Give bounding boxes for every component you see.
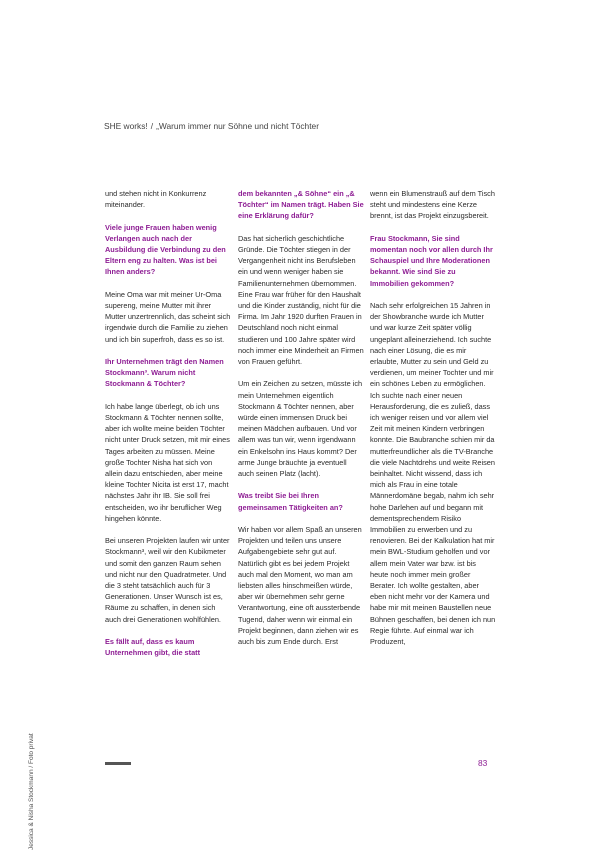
interview-question: dem bekannten „& Söhne“ ein „& Töchter“ im Namen trägt. Haben Sie eine Erklärung dafür? (238, 189, 364, 221)
paragraph: Das hat sicherlich geschichtliche Gründe. Die Töchter stiegen in der Vergangenheit nicht ins Berufsleben ein und wenn weniger haben sie Familienunternehmen übernommen. Eine Frau war früher für den Haushalt und die Kinder zuständig, nicht für die Firma. Im Jahr 1920 durften Frauen in Deutschland noch nicht einmal studieren und 100 Jahre später wird noch immer eine Minderheit an Firmen von Frauen geführt. (238, 233, 364, 367)
interview-question: Frau Stockmann, Sie sind momentan noch vor allen durch Ihr Schauspiel und Ihre Moderationen bekannt. Wie sind Sie zu Immobilien gekommen? (370, 233, 493, 288)
interview-question: Ihr Unternehmen trägt den Namen Stockmann³. Warum nicht Stockmann & Töchter? (105, 357, 224, 389)
paragraph: Meine Oma war mit meiner Ur-Oma supereng, meine Mutter mit ihrer Mutter unzertrennlich, das scheint sich irgendwie durch die Familie zu ziehen und ich bin superfroh, dass es so ist. (105, 289, 231, 344)
header-separator: / (150, 121, 154, 131)
article-column-2 (238, 188, 364, 647)
footer-bar (105, 762, 131, 765)
article-column-1 (105, 188, 231, 658)
paragraph: und stehen nicht in Konkurrenz miteinander. (105, 189, 207, 210)
photo-credit: Jessica & Nisha Stockmann / Foto privat (28, 733, 35, 850)
paragraph: wenn ein Blumenstrauß auf dem Tisch steht und mindestens eine Kerze brennt, ist das Projekt einzugsbereit. (370, 189, 495, 221)
interview-question: Es fällt auf, dass es kaum Unternehmen gibt, die statt (105, 637, 201, 658)
interview-question: Was treibt Sie bei Ihren gemeinsamen Tätigkeiten an? (238, 491, 343, 512)
paragraph: Nach sehr erfolgreichen 15 Jahren in der Showbranche wurde ich Mutter und war kurze Zeit später völlig ungeplant alleinerziehend. Ich suchte nach einer Lösung, die es mir erlaubte, Mutter zu sein und Geld zu verdienen, um meiner Tochter und mir ein schönes Leben zu ermöglichen. Ich suchte nach einer neuen Herausforderung, die es zuließ, dass ich weniger reisen und vor allem viel Zeit mit meinen Kindern verbringen konnte. Die Baubranche schien mir da mutterfreundlicher als die TV-Branche die viele Nachtdrehs und weite Reisen beinhaltet. Nicht wissend, dass ich mich als Frau in eine totale Männerdomäne begab, nahm ich sehr hohe Darlehen auf und begann mit dementsprechendem Risiko Immobilien zu erwerben und zu renovieren. Bei der Kalkulation hat mir mein BWL-Studium geholfen und vor allem mein Vater war bzw. ist bis heute noch immer mein großer Berater. Ich wollte gestalten, aber eben nicht mehr vor der Kamera und habe mir mit meinen Baustellen neue Bühnen geschaffen, bei denen ich nun Regie führte. Auf einmal war ich Produzent, (370, 301, 496, 647)
running-header (104, 121, 319, 131)
article-column-3 (370, 188, 496, 647)
interview-question: Viele junge Frauen haben wenig Verlangen auch nach der Ausbildung die Verbindung zu den Eltern eng zu halten. Was ist bei Ihnen anders? (105, 222, 226, 277)
header-section: SHE works! (104, 121, 148, 131)
paragraph: Wir haben vor allem Spaß an unseren Projekten und teilen uns unsere Aufgabengebiete sehr gut auf. Natürlich gibt es bei jedem Projekt auch mal den Moment, wo man am liebsten alles hinschmeißen würde, aber wir übernehmen sehr gerne Verantwortung, eine oft aussterbende Tugend, daher wenn wir einmal ein Projekt beginnen, dann ziehen wir es auch bis zum Ende durch. Erst (238, 525, 362, 647)
paragraph: Bei unseren Projekten laufen wir unter Stockmann³, weil wir den Kubikmeter und somit den ganzen Raum sehen und nicht nur den Quadratmeter. Und die 3 steht tatsächlich auch für 3 Generationen. Unser Wunsch ist es, Räume zu schaffen, in denen sich auch drei Generationen wohlfühlen. (105, 536, 230, 624)
paragraph: Um ein Zeichen zu setzen, müsste ich mein Unternehmen eigentlich Stockmann & Töchter nennen, aber würde einen immensen Druck bei meinen Mädchen aufbauen. Und vor allem was tun wir, wenn irgendwann ein Enkelsohn ins Haus kommt? Der arme Junge bräuchte ja eventuell auch seinen Platz (lacht). (238, 379, 363, 479)
header-title: „Warum immer nur Söhne und nicht Töchter (156, 121, 319, 131)
page-number: 83 (478, 758, 488, 768)
paragraph: Ich habe lange überlegt, ob ich uns Stockmann & Töchter nennen sollte, aber ich wollte meine beiden Töchter nicht unter Druck setzen, mit mir eines Tages arbeiten zu müssen. Meine große Tochter Nisha hat sich von allein dazu entschieden, aber meine kleine Tochter Nicita ist erst 17, macht nächstes Jahr ihr IB. Sie soll frei entscheiden, wo ihr beruflicher Weg hingehen könnte. (105, 401, 230, 523)
